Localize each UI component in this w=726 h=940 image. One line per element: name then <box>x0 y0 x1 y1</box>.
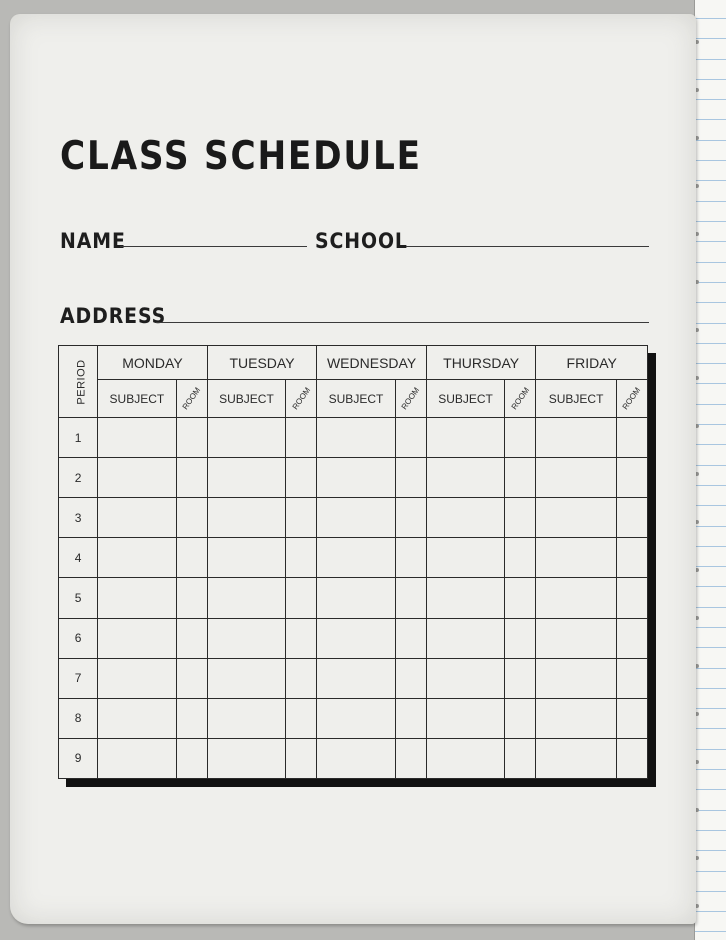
subject-cell[interactable] <box>207 498 285 538</box>
room-cell[interactable] <box>616 498 647 538</box>
subject-cell[interactable] <box>536 698 616 738</box>
room-label: ROOM <box>290 385 313 412</box>
room-cell[interactable] <box>395 658 426 698</box>
subject-cell[interactable] <box>426 498 504 538</box>
address-label: ADDRESS <box>60 304 167 328</box>
day-header: FRIDAY <box>536 346 648 380</box>
room-cell[interactable] <box>505 418 536 458</box>
period-row <box>59 538 648 578</box>
edge-ruled-line <box>695 59 726 60</box>
edge-ruled-line <box>695 262 726 263</box>
subject-cell[interactable] <box>98 618 176 658</box>
room-header <box>505 380 536 418</box>
subject-cell[interactable] <box>426 738 504 778</box>
room-cell[interactable] <box>286 538 317 578</box>
subject-cell[interactable] <box>426 538 504 578</box>
room-cell[interactable] <box>505 738 536 778</box>
period-row <box>59 698 648 738</box>
period-row <box>59 658 648 698</box>
edge-ruled-line <box>695 160 726 161</box>
subject-cell[interactable] <box>317 658 395 698</box>
room-cell[interactable] <box>505 618 536 658</box>
room-cell[interactable] <box>286 418 317 458</box>
room-cell[interactable] <box>176 658 207 698</box>
address-field[interactable] <box>156 322 649 323</box>
subject-cell[interactable] <box>536 578 616 618</box>
room-cell[interactable] <box>176 538 207 578</box>
edge-ruled-line <box>695 221 726 222</box>
edge-ruled-line <box>695 465 726 466</box>
room-cell[interactable] <box>616 418 647 458</box>
edge-ruled-line <box>695 201 726 202</box>
room-cell[interactable] <box>505 458 536 498</box>
edge-ruled-line <box>695 485 726 486</box>
subject-cell[interactable] <box>207 418 285 458</box>
school-label: SCHOOL <box>315 229 408 253</box>
edge-ruled-line <box>695 850 726 851</box>
room-cell[interactable] <box>395 578 426 618</box>
page-title: CLASS SCHEDULE <box>60 134 422 179</box>
room-cell[interactable] <box>505 698 536 738</box>
edge-ruled-line <box>695 668 726 669</box>
room-cell[interactable] <box>395 738 426 778</box>
subject-cell[interactable] <box>426 658 504 698</box>
schedule-table <box>58 345 648 779</box>
period-number: 5 <box>59 578 98 618</box>
edge-ruled-line <box>695 180 726 181</box>
edge-ruled-line <box>695 343 726 344</box>
edge-ruled-line <box>695 323 726 324</box>
room-header <box>616 380 647 418</box>
room-cell[interactable] <box>616 738 647 778</box>
edge-ruled-line <box>695 18 726 19</box>
edge-ruled-line <box>695 627 726 628</box>
edge-ruled-line <box>695 302 726 303</box>
subject-header-row <box>59 380 648 418</box>
room-cell[interactable] <box>616 578 647 618</box>
room-header <box>286 380 317 418</box>
period-row <box>59 578 648 618</box>
period-row <box>59 738 648 778</box>
room-cell[interactable] <box>286 738 317 778</box>
period-number: 9 <box>59 738 98 778</box>
subject-header: SUBJECT <box>536 380 616 418</box>
room-cell[interactable] <box>395 698 426 738</box>
edge-ruled-line <box>695 79 726 80</box>
edge-ruled-line <box>695 688 726 689</box>
room-label: ROOM <box>509 385 532 412</box>
schedule-sheet <box>10 14 696 924</box>
room-cell[interactable] <box>616 658 647 698</box>
subject-cell[interactable] <box>98 418 176 458</box>
subject-cell[interactable] <box>207 618 285 658</box>
subject-cell[interactable] <box>207 698 285 738</box>
room-cell[interactable] <box>616 538 647 578</box>
room-cell[interactable] <box>176 498 207 538</box>
edge-ruled-line <box>695 728 726 729</box>
edge-ruled-line <box>695 586 726 587</box>
room-cell[interactable] <box>286 698 317 738</box>
subject-cell[interactable] <box>426 418 504 458</box>
period-number: 2 <box>59 458 98 498</box>
subject-cell[interactable] <box>207 738 285 778</box>
subject-cell[interactable] <box>426 458 504 498</box>
room-cell[interactable] <box>395 458 426 498</box>
subject-cell[interactable] <box>536 618 616 658</box>
period-header <box>59 346 98 418</box>
subject-cell[interactable] <box>317 538 395 578</box>
notebook-edge <box>694 0 726 940</box>
day-header: THURSDAY <box>426 346 536 380</box>
period-number: 1 <box>59 418 98 458</box>
school-field[interactable] <box>406 246 649 247</box>
subject-cell[interactable] <box>536 498 616 538</box>
edge-ruled-line <box>695 424 726 425</box>
room-label: ROOM <box>621 385 643 412</box>
subject-cell[interactable] <box>536 458 616 498</box>
subject-cell[interactable] <box>98 658 176 698</box>
room-cell[interactable] <box>176 738 207 778</box>
room-cell[interactable] <box>616 618 647 658</box>
subject-cell[interactable] <box>98 498 176 538</box>
edge-ruled-line <box>695 404 726 405</box>
subject-cell[interactable] <box>98 458 176 498</box>
day-header: TUESDAY <box>207 346 317 380</box>
room-cell[interactable] <box>395 618 426 658</box>
subject-cell[interactable] <box>98 578 176 618</box>
day-header-row <box>59 346 648 380</box>
subject-cell[interactable] <box>98 538 176 578</box>
subject-header: SUBJECT <box>426 380 504 418</box>
edge-ruled-line <box>695 708 726 709</box>
subject-cell[interactable] <box>207 578 285 618</box>
edge-ruled-line <box>695 526 726 527</box>
period-label: PERIOD <box>75 358 88 405</box>
room-cell[interactable] <box>395 538 426 578</box>
subject-cell[interactable] <box>426 618 504 658</box>
subject-cell[interactable] <box>207 538 285 578</box>
subject-cell[interactable] <box>207 458 285 498</box>
period-number: 8 <box>59 698 98 738</box>
edge-ruled-line <box>695 911 726 912</box>
room-cell[interactable] <box>286 658 317 698</box>
room-cell[interactable] <box>176 698 207 738</box>
edge-ruled-line <box>695 38 726 39</box>
subject-header: SUBJECT <box>207 380 285 418</box>
period-number: 6 <box>59 618 98 658</box>
subject-cell[interactable] <box>317 458 395 498</box>
room-cell[interactable] <box>616 458 647 498</box>
room-cell[interactable] <box>505 578 536 618</box>
subject-cell[interactable] <box>317 698 395 738</box>
period-row <box>59 458 648 498</box>
subject-header: SUBJECT <box>317 380 395 418</box>
edge-ruled-line <box>695 931 726 932</box>
subject-cell[interactable] <box>317 738 395 778</box>
edge-ruled-line <box>695 607 726 608</box>
period-number: 7 <box>59 658 98 698</box>
edge-ruled-line <box>695 789 726 790</box>
edge-ruled-line <box>695 769 726 770</box>
edge-ruled-line <box>695 241 726 242</box>
subject-cell[interactable] <box>536 418 616 458</box>
edge-ruled-line <box>695 282 726 283</box>
schedule-table-wrap <box>58 345 648 779</box>
subject-cell[interactable] <box>317 618 395 658</box>
day-header: WEDNESDAY <box>317 346 427 380</box>
subject-cell[interactable] <box>426 578 504 618</box>
edge-ruled-line <box>695 444 726 445</box>
edge-ruled-line <box>695 749 726 750</box>
period-number: 4 <box>59 538 98 578</box>
edge-ruled-line <box>695 546 726 547</box>
room-label: ROOM <box>180 385 203 412</box>
room-header <box>395 380 426 418</box>
name-label: NAME <box>60 229 126 253</box>
room-cell[interactable] <box>505 658 536 698</box>
subject-cell[interactable] <box>317 498 395 538</box>
period-row <box>59 618 648 658</box>
room-cell[interactable] <box>176 618 207 658</box>
period-row <box>59 418 648 458</box>
room-cell[interactable] <box>505 538 536 578</box>
period-number: 3 <box>59 498 98 538</box>
edge-ruled-line <box>695 830 726 831</box>
room-cell[interactable] <box>286 458 317 498</box>
edge-ruled-line <box>695 891 726 892</box>
room-cell[interactable] <box>286 498 317 538</box>
subject-cell[interactable] <box>536 738 616 778</box>
edge-ruled-line <box>695 99 726 100</box>
edge-ruled-line <box>695 505 726 506</box>
edge-ruled-line <box>695 566 726 567</box>
subject-cell[interactable] <box>317 578 395 618</box>
room-cell[interactable] <box>505 498 536 538</box>
room-cell[interactable] <box>176 578 207 618</box>
room-cell[interactable] <box>616 698 647 738</box>
room-header <box>176 380 207 418</box>
subject-cell[interactable] <box>536 658 616 698</box>
room-cell[interactable] <box>395 498 426 538</box>
name-field[interactable] <box>120 246 307 247</box>
room-cell[interactable] <box>176 418 207 458</box>
room-label: ROOM <box>399 385 422 412</box>
subject-cell[interactable] <box>98 698 176 738</box>
subject-header: SUBJECT <box>98 380 176 418</box>
subject-cell[interactable] <box>426 698 504 738</box>
subject-cell[interactable] <box>317 418 395 458</box>
room-cell[interactable] <box>395 418 426 458</box>
edge-ruled-line <box>695 647 726 648</box>
subject-cell[interactable] <box>536 538 616 578</box>
room-cell[interactable] <box>286 618 317 658</box>
edge-ruled-line <box>695 119 726 120</box>
edge-ruled-line <box>695 871 726 872</box>
subject-cell[interactable] <box>98 738 176 778</box>
period-row <box>59 498 648 538</box>
edge-ruled-line <box>695 363 726 364</box>
edge-ruled-line <box>695 810 726 811</box>
room-cell[interactable] <box>176 458 207 498</box>
day-header: MONDAY <box>98 346 208 380</box>
edge-ruled-line <box>695 140 726 141</box>
edge-ruled-line <box>695 383 726 384</box>
room-cell[interactable] <box>286 578 317 618</box>
subject-cell[interactable] <box>207 658 285 698</box>
